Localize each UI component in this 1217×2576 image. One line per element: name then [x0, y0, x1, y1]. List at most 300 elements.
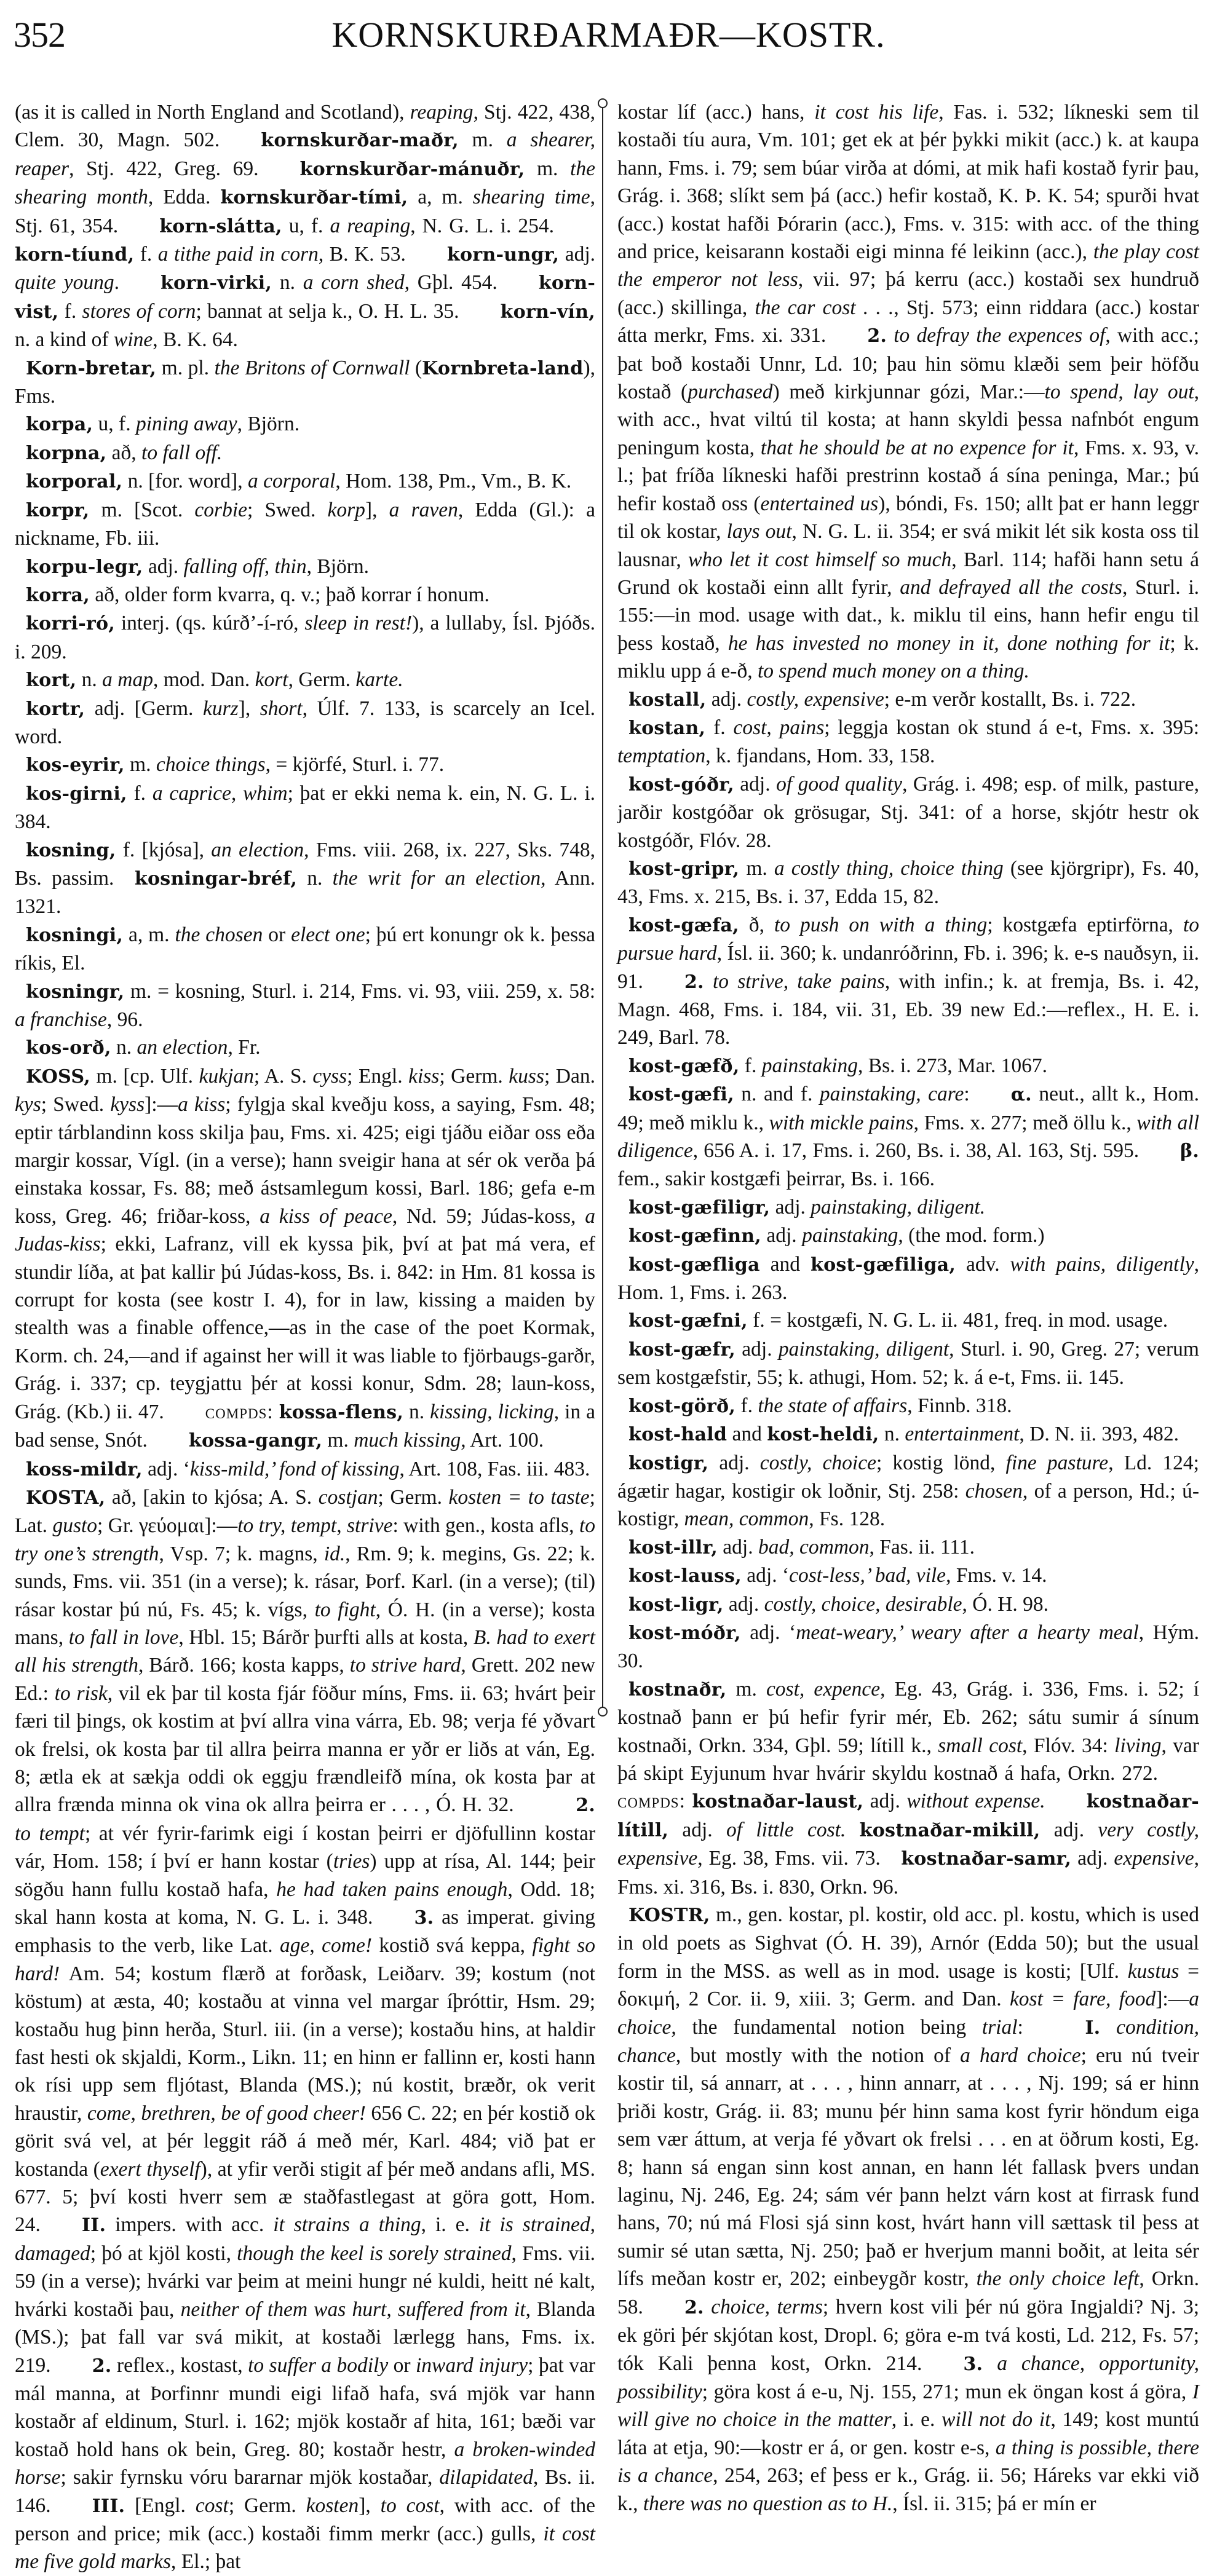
gloss: costly, choice — [759, 1451, 876, 1474]
dictionary-entry — [617, 1562, 1199, 1590]
entry-text: , k. fjandans, Hom. 33, 158. — [705, 745, 935, 768]
gloss: gusto — [52, 1514, 98, 1538]
headword: kost-gæfinn, — [628, 1225, 761, 1247]
gloss: trial — [981, 2015, 1018, 2039]
dictionary-entry — [617, 911, 1199, 1052]
gloss: the car cost . . . — [755, 296, 894, 319]
left-column — [15, 98, 595, 2576]
gloss: reaping — [410, 101, 474, 124]
right-column — [617, 98, 1199, 2518]
gloss: I will give no choice in the matter — [617, 2380, 1199, 2432]
entry-text: , Germ. — [288, 668, 356, 692]
entry-text: , Ísl. ii. 360; k. undanróðrinn, Fb. i. 396; k. e-s nauðsyn, ii. 91. — [617, 942, 1199, 993]
gloss: temptation — [617, 745, 706, 768]
entry-text: m. — [739, 856, 774, 880]
entry-text: f. — [127, 781, 153, 805]
gloss: he has invested no money in it, done nothing for it — [727, 631, 1170, 655]
gloss: to tempt — [15, 1822, 85, 1845]
entry-text: , Sturl. i. 90, Greg. 27; verum sem kostgæfstir, 55; k. athugi, Hom. 52; k. á e-t, Fms. ii. 145. — [617, 1337, 1199, 1389]
entry-text: , vii. 97; þá kerru (acc.) kostaði sex hundruð (acc.) skillinga, — [617, 268, 1199, 319]
entry-text: (see kjörgripr), Fs. 40, 43, Fms. x. 215, Bs. i. 37, Edda 15, 82. — [617, 856, 1199, 909]
headword: korri-ró, — [26, 613, 115, 635]
dictionary-entry — [617, 1222, 1199, 1250]
entry-text: , Ó. H. 98. — [962, 1592, 1049, 1616]
headword: korpa, — [26, 414, 93, 436]
gloss: kosten — [306, 2494, 359, 2517]
gloss: a kiss — [178, 1093, 226, 1116]
entry-text: , Odd. 18; skal hann kosta at koma, N. G. L. i. 348. — [15, 1878, 595, 1929]
entry-text: = δοκιμή, 2 Cor. ii. 9, xiii. 3; Germ. and Dan. — [617, 1959, 1199, 2011]
headword: kost-góðr, — [628, 773, 734, 796]
headword: korn-slátta, — [159, 215, 282, 237]
entry-text: neut., allt k., Hom. 49; með miklu k., — [617, 1083, 1200, 1134]
entry-text: a, m. — [408, 186, 473, 209]
entry-text: adj. ‘ — [142, 1457, 190, 1480]
entry-text: , Stj. 61, 354. — [15, 186, 595, 237]
gloss: painstaking — [761, 1054, 858, 1077]
headword: 3. — [414, 1907, 434, 1929]
dictionary-entry — [617, 1250, 1199, 1307]
headword: kost-gæfni, — [628, 1310, 748, 1332]
dictionary-entry — [15, 1033, 595, 1062]
entry-text — [983, 2352, 997, 2375]
entry-text: , Fms. x. 93, v. l.; þat fríða líkneski hafði prestrinn kostað á sína peninga, Mar.; þú hefir kostað oss ( — [617, 436, 1199, 515]
headword: kosningr, — [26, 981, 125, 1003]
entry-text: f. — [58, 299, 82, 323]
entry-text: , Blanda (MS.); þat fall var svá mikit, at kostaði lærlegg hans, Fms. ix. 219. — [15, 2297, 595, 2377]
gloss: neither of them was hurt, suffered from it — [180, 2297, 526, 2321]
entry-text: , but mostly with the notion of — [675, 2044, 961, 2068]
gloss: shearing time — [472, 186, 590, 209]
gloss: kiss — [408, 1064, 440, 1088]
entry-text: adj. — [1071, 1847, 1114, 1870]
entry-text: , Eg. 43, Grág. i. 336, Fms. i. 52; í kostnað þann er þú hefir fyrir mér, Eb. 262; sátu sumir á sínum kostnaði, Orkn. 334, Gþl. 59; lítill k., — [617, 1677, 1199, 1757]
entry-text: n. — [879, 1423, 905, 1446]
entry-text: ; A. S. — [253, 1064, 313, 1088]
dictionary-entry — [15, 666, 595, 694]
gloss: costly, choice, desirable — [764, 1592, 962, 1616]
entry-text: n. — [297, 866, 333, 890]
dictionary-entry — [617, 714, 1199, 770]
entry-text: adj. — [735, 1337, 779, 1361]
headword: korn-vín, — [500, 301, 595, 323]
dictionary-entry — [617, 685, 1199, 714]
entry-text: að, — [106, 441, 142, 464]
dictionary-entry — [15, 836, 595, 921]
headword: kost-gæfr, — [628, 1338, 735, 1361]
gloss: wine — [113, 328, 153, 352]
headword: 2. — [92, 2355, 112, 2377]
dictionary-entry — [15, 1062, 595, 1455]
gloss: korp — [327, 498, 365, 521]
headword: kostnaðr, — [628, 1678, 727, 1701]
headword: kost-gripr, — [628, 858, 740, 880]
entry-text: adj. — [706, 687, 747, 711]
entry-text: , Grág. i. 498; esp. of milk, pasture, jarðir kostgóðar ok grösugar, Stj. 341: of a horse, skjótr hestr ok kostgóðr, Flóv. 28. — [617, 772, 1199, 852]
entry-text: n. — [403, 1400, 430, 1423]
dictionary-entry — [617, 1193, 1199, 1222]
entry-text: as imperat. giving emphasis to the verb, like Lat. — [15, 1906, 595, 1958]
dictionary-entry — [15, 410, 595, 438]
gloss: without expense. — [906, 1790, 1045, 1813]
entry-text: adj. — [723, 1592, 764, 1616]
entry-text: adj. — [761, 1224, 803, 1247]
dictionary-entry — [15, 581, 595, 609]
dictionary-entry — [617, 1080, 1199, 1193]
entry-text: ; Swed. — [41, 1093, 111, 1116]
entry-text: and — [727, 1423, 767, 1446]
entry-text — [1045, 1790, 1087, 1812]
entry-text: 656 C. 22; en þér kostið ok görit svá vel, at þér leggit ráð á með mér, Karl. 484; við þat er kostanda ( — [15, 2101, 595, 2181]
entry-text: , Ísl. ii. 315; þá er mín er — [892, 2492, 1096, 2515]
dictionary-entry — [15, 780, 595, 836]
dictionary-entry — [617, 1901, 1199, 2518]
dictionary-entry — [617, 1675, 1199, 1901]
gloss: to fight — [314, 1598, 376, 1621]
gloss: tries — [333, 1850, 370, 1873]
headword: kost-lauss, — [628, 1565, 742, 1587]
gloss: entertainment — [905, 1423, 1020, 1446]
headword: korra, — [26, 584, 90, 606]
gloss: condition, chance — [617, 2015, 1200, 2068]
dictionary-entry — [617, 770, 1199, 855]
column-rule — [602, 108, 603, 1707]
headword: kost-heldi, — [767, 1424, 879, 1446]
gloss: a shearer, reaper — [15, 128, 595, 180]
entry-text: m. — [525, 157, 571, 180]
dictionary-entry — [617, 1052, 1199, 1080]
entry-text: m., gen. kostar, pl. kostir, old acc. pl. kostu, which is used in old poets as Sighvat (Ó. H. 39), Arnór (Edda 50); but the usual form in the MSS. as well as in mod. usage is kosti; [Ulf. — [617, 1903, 1199, 1983]
gloss: the shearing month — [15, 157, 595, 209]
entry-text: fem., sakir kostgæfi þeirrar, Bs. i. 166. — [617, 1167, 935, 1191]
dictionary-entry — [15, 921, 595, 978]
headword: korpr, — [26, 499, 90, 521]
gloss: elect one — [291, 923, 365, 946]
entry-text: , Hom. 138, Pm., Vm., B. K. — [335, 470, 572, 493]
entry-text: ) með kirkjunnar gózi, Mar.:— — [772, 381, 1045, 404]
gloss: entertained us — [760, 492, 879, 515]
gloss: it is strained, damaged — [15, 2213, 595, 2265]
entry-text: , Ld. 124; ágætir hagar, kostigir ok loðnir, Stj. 258: — [617, 1451, 1199, 1503]
entry-text: , = kjörfé, Sturl. i. 77. — [265, 753, 445, 776]
headword: kos-girni, — [26, 783, 127, 805]
entry-text: , with infin.; k. at fremja, Bs. i. 42, Magn. 468, Fms. i. 184, vii. 31, Eb. 39 new Ed.:—reflex., H. E. i. 249, Barl. 78. — [617, 970, 1200, 1049]
entry-text — [686, 1790, 692, 1812]
entry-text: (as it is called in North England and Scotland), — [15, 101, 410, 124]
gloss: a broken-winded horse — [15, 2438, 595, 2489]
entry-text: interj. (qs. kúrð’-í-ró, — [114, 612, 305, 635]
entry-text: ; þú ert konungr ok k. þessa ríkis, El. — [15, 923, 596, 975]
gloss: the only choice left — [976, 2267, 1140, 2291]
dictionary-entry — [617, 1619, 1199, 1675]
gloss: it cost his life — [814, 101, 939, 124]
gloss: it strains a thing — [273, 2213, 421, 2237]
entry-text: , Ann. 1321. — [15, 866, 595, 919]
entry-text: , Art. 100. — [461, 1429, 544, 1452]
small-caps-label: compds: — [617, 1790, 686, 1813]
headword: kornskurðar-mánuðr, — [299, 158, 525, 180]
gloss: to try, tempt, strive — [237, 1514, 393, 1538]
entry-text: ; fylgja skal kveðju koss, a saying, Fsm. 48; eptir tárblandinn koss skilja þau, Fms. xi. 425; eigi tjáðu eiðar oss eða margir kossar, Vígl. (in a verse); hann sveigir hana at sér ok verða þá einstaka kossar, Fs. 88; með ástsamlegum kossi, Barl. 186; gefa e-m koss, Greg. 46; friðar-koss, — [15, 1093, 596, 1228]
gloss: to cost — [380, 2494, 440, 2517]
headword: kost-gæfiligr, — [628, 1196, 771, 1219]
headword: kosningar-bréf, — [134, 867, 298, 890]
entry-text: : — [1017, 2015, 1085, 2039]
entry-text: , Vsp. 7; k. magns, — [159, 1542, 324, 1565]
entry-text: , Fms. x. 277; með öllu k., — [913, 1111, 1137, 1134]
gloss: kukjan — [199, 1064, 254, 1088]
gloss: a caprice, whim — [152, 781, 288, 805]
entry-text: adj. — [734, 772, 777, 796]
dictionary-entry — [15, 98, 595, 354]
gloss: a chance, opportunity, possibility — [617, 2352, 1199, 2403]
gloss: kurz — [202, 697, 239, 720]
entry-text: ), a lullaby, Ísl. Þjóðs. i. 209. — [15, 612, 595, 663]
headword: kostnaðar-laust, — [692, 1791, 864, 1813]
headword: kostigr, — [628, 1452, 709, 1474]
gloss: falling off, thin — [183, 555, 307, 578]
gloss: bad, common — [758, 1535, 870, 1559]
gloss: to strive hard — [349, 1654, 461, 1677]
gloss: kuss — [509, 1064, 544, 1088]
gloss: of good quality — [776, 772, 903, 796]
gloss: a tithe paid in corn — [157, 243, 319, 266]
entry-text: , with acc., hvat viltú til kosta; at hann skyldi þessa nafnbót engum peningum kosta, — [617, 381, 1199, 459]
entry-text: , Barl. 114; hafði hann setu á Grund ok kostaði einn allt fyrir, — [617, 548, 1199, 599]
headword: kostall, — [628, 689, 707, 711]
entry-text: adj. — [1040, 1818, 1098, 1841]
headword: Kornbreta-land — [422, 357, 584, 379]
entry-text: , Bs. ii. 146. — [15, 2466, 596, 2517]
small-caps-label: compds: — [205, 1400, 274, 1423]
dictionary-entry — [15, 439, 595, 467]
entry-text: f. — [705, 716, 734, 739]
entry-text: ; Gr. γεύομαι]:— — [97, 1514, 238, 1538]
gloss: chosen — [965, 1479, 1023, 1503]
gloss: a thing is possible, there is a chance — [617, 2436, 1200, 2487]
entry-text: , Stj. 422, 438, Clem. 30, Magn. 502. — [15, 101, 596, 152]
entry-text: , Hbl. 15; Bárðr þurfti alls at kosta, — [178, 1626, 474, 1649]
headword: koss-mildr, — [26, 1458, 143, 1480]
entry-text: , Sturl. i. 155:—in mod. usage with dat., k. miklu til eins, hann hefir engu til þess kostað, — [617, 575, 1199, 655]
entry-text: , Bárð. 166; kosta kapps, — [138, 1654, 350, 1677]
entry-text: , El.; þat — [170, 2550, 241, 2574]
entry-text: , Fas. i. 532; líkneski sem til kostaði tíu aura, Vm. 101; get ek at þér þykki mikit (acc.) k. at kaupa hann, Fms. i. 79; sem búar virða at dómi, at mik hafi kostað fyrir þau, Grág. i. 368; slíkt sem þá (acc.) hefir kostað, K. Þ. K. 54; spurði hvat (acc.) kostat hafði Þórarin (acc.), Fms. v. 315: with acc. of the thing and price, keisarann kostaði eigi minna fé leikinn (acc.), — [617, 101, 1199, 264]
entry-text: ; k. miklu upp á e-ð, — [617, 631, 1200, 683]
entry-text: , Rm. 9; k. megins, Gs. 22; k. sunds, Fms. vii. 351 (in a verse); k. rásar, Þorf. Karl. (in a verse); (til) rásar kostar þú nú, Fs. 45; k. vígs, — [15, 1542, 595, 1621]
entry-text: , Flóv. 34: — [1022, 1734, 1115, 1757]
entry-text: ; Germ. — [228, 2494, 306, 2517]
entry-text: ; þat var mál manna, at Þorfinnr mundi eigi lifað hafa, svá mjök var hann kostaðr af eldinum, Sturl. i. 162; mjök kostaðr af hita, 161; bæði var kostað hold hans ok bein, Greg. 80; kostaðr hestr, — [15, 2353, 596, 2461]
dictionary-entry — [617, 1590, 1199, 1619]
entry-text: , Orkn. 58. — [617, 2267, 1199, 2318]
dictionary-entry — [617, 1449, 1199, 1533]
gloss: and defrayed all the costs — [900, 575, 1122, 599]
gloss: a choice — [617, 1988, 1199, 2039]
entry-text — [1100, 2016, 1116, 2039]
entry-text: n. [for. word], — [122, 470, 248, 493]
entry-text: impers. with acc. — [106, 2213, 274, 2237]
gloss: mean, common — [684, 1507, 809, 1531]
entry-text: m. [cp. Ulf. — [90, 1064, 199, 1088]
entry-text: , Fr. — [228, 1036, 261, 1059]
gloss: the writ for an election — [332, 866, 541, 890]
headword: 3. — [963, 2353, 983, 2375]
entry-text: m. pl. — [156, 356, 215, 379]
entry-text: , Art. 108, Fas. iii. 483. — [399, 1457, 590, 1480]
entry-text: ; Dan. — [544, 1064, 595, 1088]
gloss: fight so hard! — [15, 1934, 595, 1985]
entry-text: að, older form kvarra, q. v.; það korrar í honum. — [89, 583, 490, 606]
headword: kostan, — [628, 717, 706, 739]
entry-text: , 149; kost muntú láta at etja, 90:—kostr er á, or gen. kostr e-s, — [617, 2408, 1199, 2459]
dictionary-entry — [617, 855, 1199, 911]
headword: kossa-gangr, — [188, 1430, 323, 1452]
headword: korpna, — [26, 442, 107, 464]
headword: III. — [92, 2495, 125, 2517]
dictionary-entry — [15, 467, 595, 496]
gloss: to pursue hard — [617, 913, 1200, 965]
dictionary-entry — [617, 1420, 1199, 1448]
gloss: costly, expensive — [747, 687, 884, 711]
gloss: who let it cost himself so much — [688, 548, 952, 571]
gloss: kosten = to taste — [448, 1485, 590, 1509]
entry-text: , 656 A. i. 17, Fms. i. 260, Bs. i. 38, Al. 163, Stj. 595. — [692, 1139, 1181, 1163]
entry-text: m. = kosning, Sturl. i. 214, Fms. vi. 93, viii. 259, x. 58: — [124, 979, 595, 1003]
gloss: id. — [323, 1542, 346, 1565]
dictionary-entry — [617, 98, 1199, 685]
entry-text: ; Swed. — [247, 498, 328, 521]
gloss: to strive, take pains — [712, 970, 885, 993]
entry-text: ; eru nú tveir kostir til, sá annarr, at . . . , hinn annarr, at . . . , Nj. 199; sá er hinn þriði kostr, Grág. ii. 83; munu þér hinn sama kost fyrir höndum eiga sem vær áttum, at verja fé yðvart ok frelsi . . . en at öðrum kosti, Eg. 8; hann sá engan sinn kost annan, en hann lét fallask þvers undan laginu, Nj. 246, Eg. 24; sám vér þann helzt várn kost at firrask fund hans, 70; nú má Flosi sjá sinn kost, hvárt hann vill sættask til þess at sumir sé utan sætta, Nj. 250; það er hverjum manni boðit, at leita sér lífs meðan kostr er, 202; einbeygðr kostr, — [617, 2044, 1199, 2291]
gloss: living — [1114, 1734, 1162, 1757]
gloss: kiss-mild,’ fond of kissing — [189, 1457, 400, 1480]
headword: kost-illr, — [628, 1536, 718, 1559]
entry-text: a, m. — [123, 923, 175, 946]
gloss: painstaking — [802, 1224, 898, 1247]
gloss: a costly thing, choice thing — [774, 856, 1004, 880]
entry-text: f. — [739, 1054, 762, 1077]
entry-text: , Stj. 422, Greg. 69. — [69, 157, 300, 180]
entry-text: , mod. Dan. — [153, 668, 255, 692]
gloss: much kissing — [354, 1429, 461, 1452]
gloss: kustus — [1127, 1959, 1179, 1983]
entry-text: , Gþl. 454. — [404, 271, 539, 294]
dictionary-entry — [15, 354, 595, 411]
gloss: though the keel is sorely strained — [237, 2242, 512, 2265]
entry-text: adv. — [956, 1252, 1010, 1276]
gloss: inward injury — [415, 2353, 528, 2377]
dictionary-entry — [15, 751, 595, 779]
gloss: kort — [255, 668, 288, 692]
headword: KOSS, — [26, 1065, 90, 1088]
entry-text: ), Fms. — [15, 356, 595, 408]
entry-text: , Fms. vii. 59 (in a verse); hvárki var þeim at meini hungr né kuldi, heitt né kalt, hvárki kostaði þau, — [15, 2242, 596, 2321]
headword: 2. — [684, 2296, 704, 2318]
entry-text: : — [964, 1083, 1011, 1106]
entry-text: . — [114, 271, 161, 294]
entry-text: ; Germ. — [439, 1064, 509, 1088]
entry-text: , Björn. — [306, 555, 370, 578]
entry-text: ; göra kost á e-u, Nj. 155, 271; mun ek öngan kost á göra, — [702, 2380, 1192, 2403]
gloss: an election — [211, 838, 304, 861]
gloss: dilapidated — [439, 2466, 533, 2489]
gloss: the state of affairs — [758, 1394, 908, 1417]
gloss: choice things — [156, 753, 266, 776]
entry-text: , i. e. — [421, 2213, 479, 2237]
running-head: KORNSKURÐARMAÐR—KOSTR. — [331, 15, 886, 55]
gloss: will not do it — [941, 2408, 1051, 2432]
headword: kost-görð, — [628, 1395, 736, 1417]
headword: kostnaðar-lítill, — [617, 1791, 1199, 1841]
entry-text: , (the mod. form.) — [898, 1224, 1045, 1247]
headword: I. — [1085, 2017, 1101, 2039]
entry-text: , Fs. 128. — [809, 1507, 886, 1531]
gloss: pining away — [135, 413, 237, 436]
gloss: quite young — [15, 271, 114, 294]
headword: kort, — [26, 670, 77, 692]
headword: kost-móðr, — [628, 1622, 741, 1644]
gloss: to defray the expences of — [894, 324, 1106, 347]
gloss: a corn shed — [303, 271, 405, 294]
gloss: expensive — [1114, 1847, 1194, 1870]
entry-text: ð, — [739, 913, 774, 936]
entry-text: , Nd. 59; Júdas-koss, — [392, 1204, 585, 1228]
entry-text: adj. — [143, 555, 184, 578]
headword: KOSTR, — [628, 1905, 710, 1926]
entry-text: , Björn. — [237, 413, 300, 436]
gloss: with pains, diligently — [1010, 1252, 1194, 1276]
gloss: to spend much money on a thing. — [757, 660, 1029, 683]
dictionary-entry — [617, 1335, 1199, 1392]
gloss: with all diligence — [617, 1111, 1200, 1163]
entry-text — [887, 324, 894, 347]
gloss: the play cost the emperor not less — [617, 240, 1199, 291]
headword: kost-gæfi, — [628, 1084, 734, 1106]
entry-text: Am. 54; kostum flærð at forðask, Leiðarv. 39; kostum (not köstum) at æsta, 40; kostaðu at vinna vel margar íþróttir, Hsm. 29; kostaðu hug þinn herða, Sturl. iii. (in a verse); kostaðu hins, at haldir fast hesti ok skjaldi, Korm., Likn. 11; en hinn er fallinn er, kosti hann ok rísi upp sem fljótast, Blanda (MS.); nú kostit, bræðr, ok verit hraustir, — [15, 1962, 595, 2125]
entry-text: , of a person, Hd.; ú-kostigr, — [617, 1479, 1199, 1531]
entry-text: ; at vér fyrir-farimk eigi í kostan þeirri er djöfullinn kostar vár, Hom. 158; í því er hann kostar ( — [15, 1822, 595, 1873]
gloss: a Judas-kiss — [15, 1204, 595, 1256]
headword: KOSTA, — [26, 1487, 106, 1509]
entry-text: , N. G. L. ii. 354; er svá mikit lét sik kosta oss til lausnar, — [617, 520, 1200, 571]
entry-text: ), bóndi, Fs. 150; allt þat er hann leggr til ok kostar, — [617, 492, 1199, 543]
entry-text: or — [388, 2353, 416, 2377]
entry-text: ; þó at kjöl kosti, — [90, 2242, 237, 2265]
gloss: very costly, expensive — [617, 1818, 1199, 1870]
headword: kosning, — [26, 839, 116, 861]
entry-text: , B. K. 53. — [318, 243, 447, 266]
gloss: a corporal — [247, 470, 336, 493]
gloss: sleep in rest! — [304, 612, 413, 635]
headword: kos-eyrir, — [26, 754, 125, 776]
gloss: costjan — [318, 1485, 378, 1509]
entry-text: adj. — [770, 1195, 811, 1219]
entry-text: ; Lat. — [15, 1485, 595, 1538]
entry-text: n. a kind of — [15, 328, 114, 352]
gloss: a reaping — [330, 214, 411, 237]
dictionary-entry — [15, 1455, 595, 1484]
gloss: choice, terms — [711, 2295, 823, 2318]
gloss: purchased — [688, 381, 773, 404]
dictionary-entry — [617, 1392, 1199, 1420]
entry-text: , Stj. 573; einn riddara (acc.) kostar átta merkr, Fms. xi. 331. — [617, 296, 1200, 347]
entry-text: , Eg. 38, Fms. vii. 73. — [697, 1847, 902, 1870]
headword: korn-ungr, — [446, 244, 560, 266]
headword: kornskurðar-tími, — [220, 187, 408, 209]
gloss: karte. — [355, 668, 403, 692]
gloss: an election — [137, 1036, 228, 1059]
